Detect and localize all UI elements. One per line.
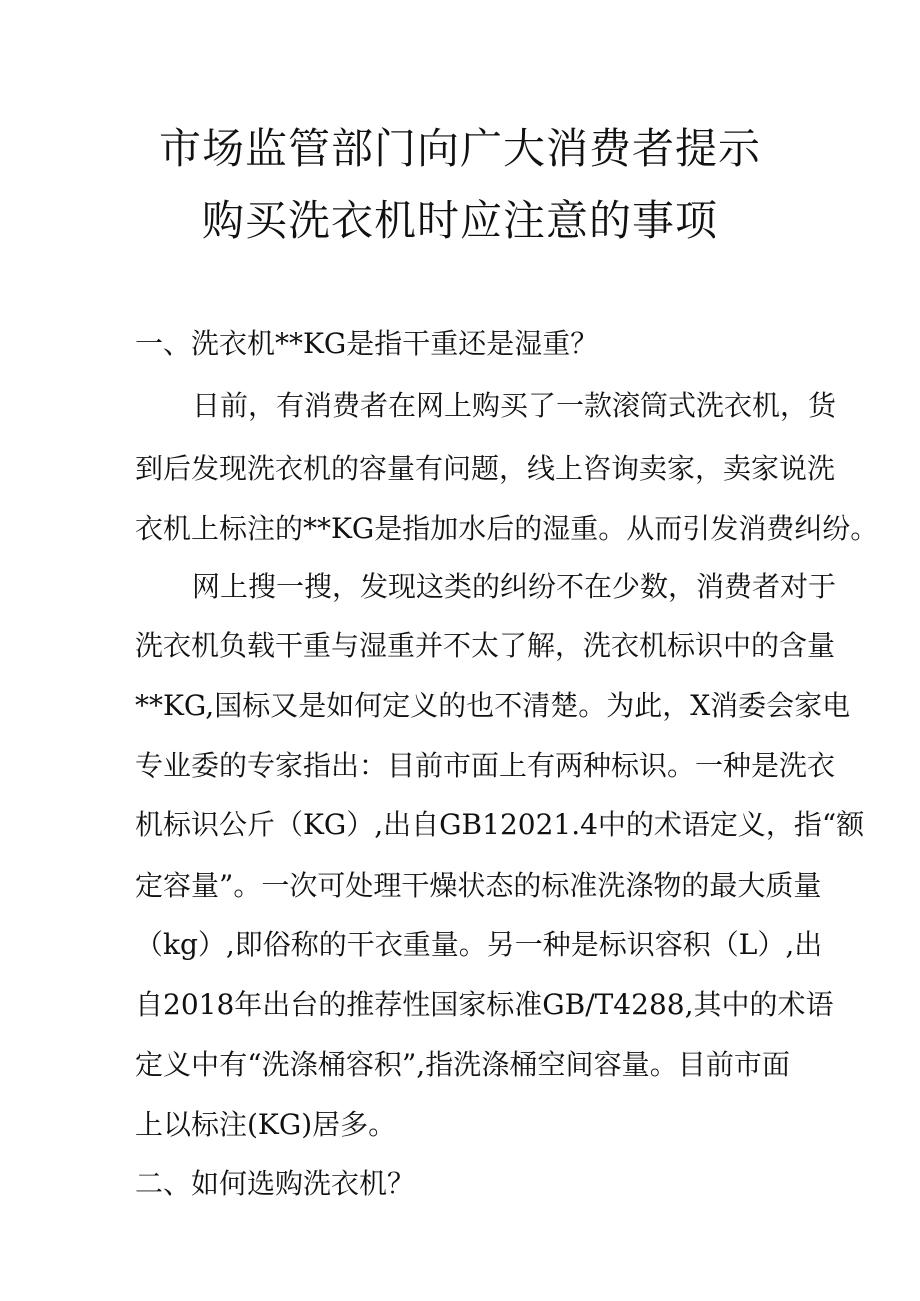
section-2-heading: 二、如何选购洗衣机？ [135,1167,416,1200]
paragraph-2-line-5: 机标识公斤（KG）,出自GB12021.4中的术语定义，指“额 [135,808,865,841]
paragraph-1-line-3: 衣机上标注的**KG是指加水后的湿重。从而引发消费纠纷。 [135,512,879,545]
paragraph-2-line-3: **KG,国标又是如何定义的也不清楚。为此，X消委会家电 [135,689,851,722]
paragraph-1-line-2: 到后发现洗衣机的容量有问题，线上咨询卖家，卖家说洗 [135,452,836,485]
paragraph-2-line-7: （kg）,即俗称的干衣重量。另一种是标识容积（L）,出 [135,928,823,961]
title-line-1: 市场监管部门向广大消费者提示 [158,124,761,173]
paragraph-2-line-2: 洗衣机负载干重与湿重并不太了解，洗衣机标识中的含量 [135,629,836,662]
paragraph-2-line-8: 自2018年出台的推荐性国家标准GB/T4288,其中的术语 [135,988,834,1021]
section-1-heading: 一、洗衣机**KG是指干重还是湿重？ [135,327,599,360]
paragraph-1-line-1: 日前，有消费者在网上购买了一款滚筒式洗衣机，货 [192,389,837,422]
paragraph-2-line-9: 定义中有“洗涤桶容积”,指洗涤桶空间容量。目前市面 [135,1048,790,1081]
title-line-2: 购买洗衣机时应注意的事项 [201,196,718,245]
paragraph-2-line-4: 专业委的专家指出：目前市面上有两种标识。一种是洗衣 [135,749,836,782]
paragraph-2-line-6: 定容量”。一次可处理干燥状态的标准洗涤物的最大质量 [135,869,822,902]
paragraph-2-line-10: 上以标注(KG)居多。 [135,1108,397,1141]
paragraph-2-line-1: 网上搜一搜，发现这类的纠纷不在少数，消费者对于 [192,570,837,603]
